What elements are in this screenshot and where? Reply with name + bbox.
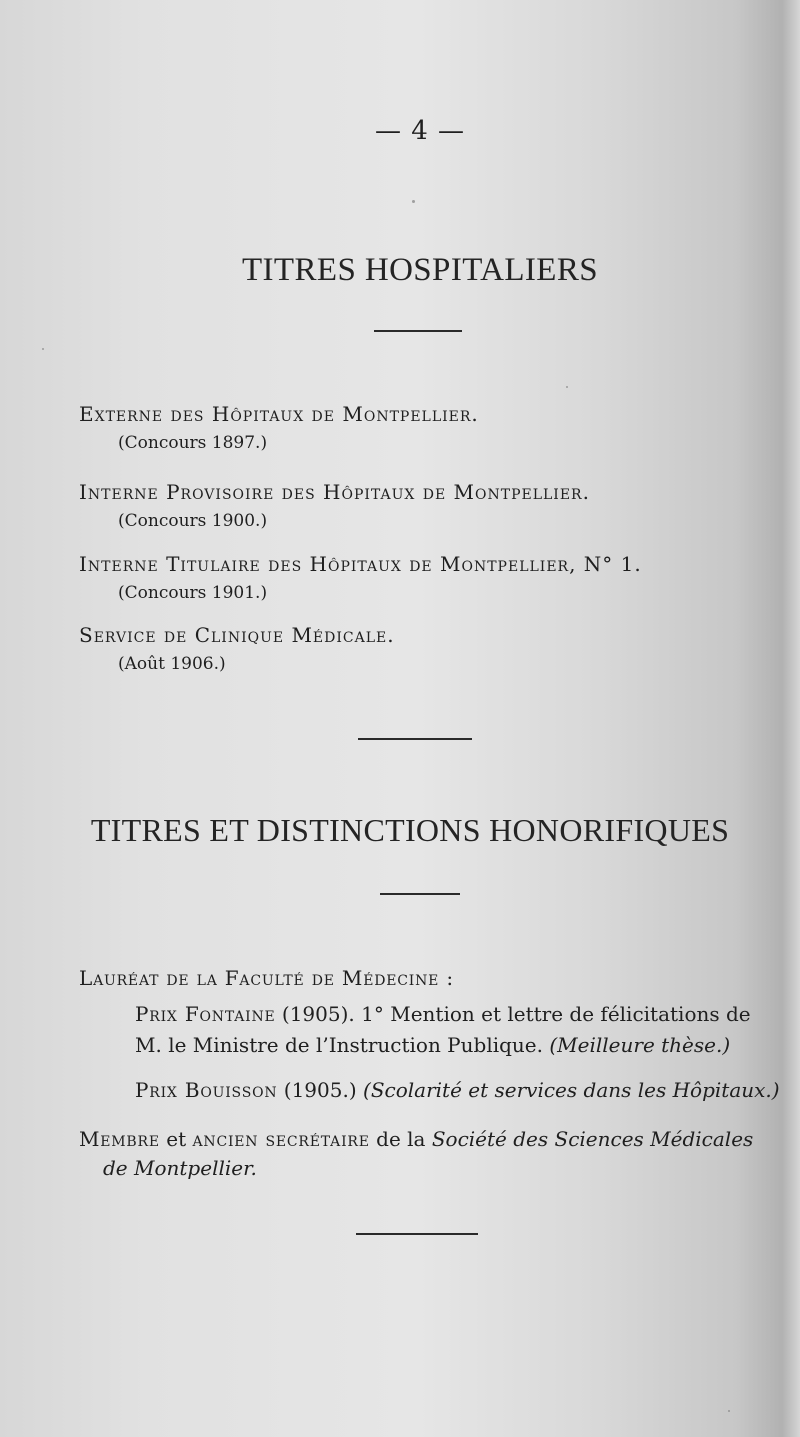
prize-year: (1905). [281, 1002, 355, 1026]
society-name: Société des Sciences Médicales [431, 1127, 754, 1151]
entry-title: Interne Provisoire des Hôpitaux de Montpellier. [79, 480, 590, 504]
section-title-hospitaliers: TITRES HOSPITALIERS [241, 252, 599, 288]
prize-name: Prix Fontaine [135, 1002, 276, 1026]
prize-name: Prix Bouisson [135, 1078, 278, 1102]
prize-note: (Scolarité et services dans les Hôpitaux.) [363, 1078, 780, 1102]
entry-title: Service de Clinique Médicale. [79, 623, 395, 647]
entry-detail: (Concours 1900.) [118, 511, 268, 531]
member-role: ancien secrétaire [192, 1127, 370, 1151]
member-role: Membre [79, 1127, 160, 1151]
prize-text: 1° Mention et lettre de félicitations de [361, 1002, 751, 1026]
divider-line [374, 330, 462, 332]
laureat-heading: Lauréat de la Faculté de Médecine : [79, 966, 454, 990]
divider-line [358, 738, 472, 740]
member-joiner: et [166, 1127, 187, 1151]
entry-title: Interne Titulaire des Hôpitaux de Montpellier, N° 1. [79, 552, 642, 576]
prize-year: (1905.) [283, 1078, 357, 1102]
entry-detail: (Concours 1897.) [118, 433, 268, 453]
prize-fontaine-line [135, 1004, 751, 1024]
entry-title: Externe des Hôpitaux de Montpellier. [79, 402, 479, 426]
prize-bouisson-line [135, 1080, 780, 1100]
prize-fontaine-line-2 [135, 1035, 730, 1055]
entry-interne-titulaire [79, 554, 729, 602]
prize-note: (Meilleure thèse.) [549, 1033, 731, 1057]
entry-detail: (Août 1906.) [118, 654, 226, 674]
entry-detail: (Concours 1901.) [118, 583, 268, 603]
paper-speck [42, 348, 44, 350]
page-number: — 4 — [374, 116, 466, 146]
section-title-distinctions: TITRES ET DISTINCTIONS HONORIFIQUES [90, 812, 730, 848]
paper-speck [412, 200, 415, 203]
divider-line [356, 1233, 478, 1235]
member-line-2: de Montpellier. [103, 1156, 257, 1180]
entry-interne-provisoire [79, 482, 729, 530]
member-line [79, 1129, 753, 1149]
prize-text: M. le Ministre de l’Instruction Publique. [135, 1033, 543, 1057]
divider-line [380, 893, 460, 895]
member-text: de la [376, 1127, 426, 1151]
paper-speck [728, 1410, 730, 1412]
entry-externe [79, 404, 729, 452]
entry-service-clinique [79, 625, 729, 673]
paper-speck [566, 386, 568, 388]
